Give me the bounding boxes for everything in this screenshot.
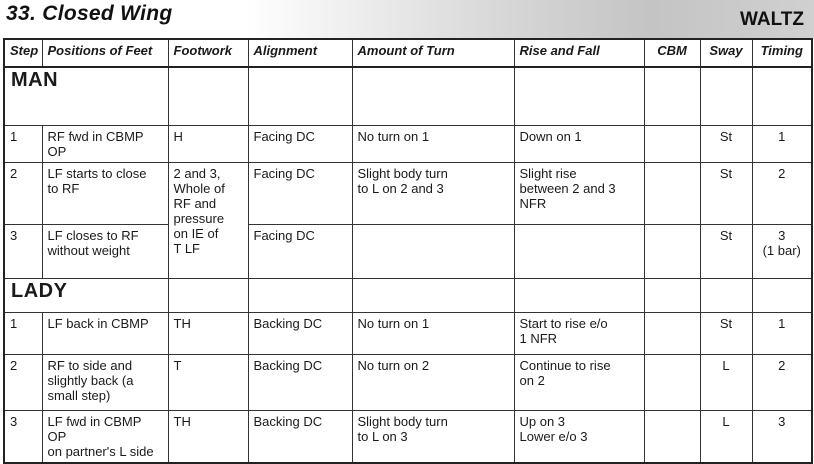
col-header-sway: Sway: [700, 39, 752, 67]
cell-timing: 3: [752, 410, 812, 463]
cell-rise: Continue to rise on 2: [514, 354, 644, 410]
lady-section-label: LADY: [4, 278, 168, 312]
col-header-timing: Timing: [752, 39, 812, 67]
table-row: [4, 162, 812, 224]
cell-turn: No turn on 1: [352, 312, 514, 354]
empty-cell: [644, 67, 700, 125]
cell-timing: 2: [752, 354, 812, 410]
cell-alignment: Backing DC: [248, 312, 352, 354]
empty-cell: [168, 278, 248, 312]
cell-timing: 2: [752, 162, 812, 224]
table-row: [4, 410, 812, 463]
empty-cell: [248, 278, 352, 312]
empty-cell: [514, 67, 644, 125]
cell-cbm: [644, 354, 700, 410]
cell-rise: [514, 224, 644, 278]
cell-feet: LF closes to RF without weight: [42, 224, 168, 278]
cell-footwork: TH: [168, 410, 248, 463]
cell-step: 3: [4, 224, 42, 278]
empty-cell: [700, 67, 752, 125]
cell-alignment: Facing DC: [248, 162, 352, 224]
empty-cell: [514, 278, 644, 312]
table-row: [4, 354, 812, 410]
cell-turn: [352, 224, 514, 278]
cell-alignment: Facing DC: [248, 224, 352, 278]
empty-cell: [752, 278, 812, 312]
cell-step: 3: [4, 410, 42, 463]
cell-step: 1: [4, 312, 42, 354]
cell-footwork: TH: [168, 312, 248, 354]
empty-cell: [352, 67, 514, 125]
man-section-label: MAN: [4, 67, 168, 125]
lady-section-row: [4, 278, 812, 312]
cell-footwork: H: [168, 125, 248, 162]
table-row: [4, 312, 812, 354]
cell-sway: St: [700, 125, 752, 162]
col-header-step: Step: [4, 39, 42, 67]
cell-sway: St: [700, 312, 752, 354]
cell-feet: RF fwd in CBMP OP: [42, 125, 168, 162]
cell-feet: LF back in CBMP: [42, 312, 168, 354]
col-header-alignment: Alignment: [248, 39, 352, 67]
col-header-footwork: Footwork: [168, 39, 248, 67]
col-header-turn: Amount of Turn: [352, 39, 514, 67]
empty-cell: [700, 278, 752, 312]
cell-step: 1: [4, 125, 42, 162]
cell-cbm: [644, 312, 700, 354]
cell-feet: LF starts to close to RF: [42, 162, 168, 224]
cell-footwork: T: [168, 354, 248, 410]
cell-turn: Slight body turn to L on 2 and 3: [352, 162, 514, 224]
empty-cell: [168, 67, 248, 125]
cell-alignment: Facing DC: [248, 125, 352, 162]
empty-cell: [752, 67, 812, 125]
figure-title: 33. Closed Wing: [6, 2, 173, 25]
table-row: [4, 125, 812, 162]
dance-name: WALTZ: [739, 9, 804, 30]
cell-turn: No turn on 1: [352, 125, 514, 162]
cell-alignment: Backing DC: [248, 410, 352, 463]
cell-cbm: [644, 410, 700, 463]
header-row: [4, 39, 812, 67]
col-header-feet: Positions of Feet: [42, 39, 168, 67]
cell-sway: L: [700, 354, 752, 410]
cell-alignment: Backing DC: [248, 354, 352, 410]
figure-chart-table: [3, 38, 813, 464]
cell-rise: Start to rise e/o 1 NFR: [514, 312, 644, 354]
cell-sway: St: [700, 162, 752, 224]
man-section-row: [4, 67, 812, 125]
cell-turn: Slight body turn to L on 3: [352, 410, 514, 463]
cell-timing: 1: [752, 125, 812, 162]
col-header-cbm: CBM: [644, 39, 700, 67]
empty-cell: [644, 278, 700, 312]
table-row: [4, 224, 812, 278]
cell-timing: 3 (1 bar): [752, 224, 812, 278]
empty-cell: [248, 67, 352, 125]
cell-timing: 1: [752, 312, 812, 354]
cell-cbm: [644, 162, 700, 224]
cell-turn: No turn on 2: [352, 354, 514, 410]
cell-feet: RF to side and slightly back (a small step): [42, 354, 168, 410]
cell-step: 2: [4, 354, 42, 410]
col-header-rise: Rise and Fall: [514, 39, 644, 67]
cell-cbm: [644, 125, 700, 162]
cell-feet: LF fwd in CBMP OP on partner's L side: [42, 410, 168, 463]
cell-step: 2: [4, 162, 42, 224]
cell-sway: L: [700, 410, 752, 463]
cell-cbm: [644, 224, 700, 278]
cell-rise: Slight rise between 2 and 3 NFR: [514, 162, 644, 224]
cell-rise: Up on 3 Lower e/o 3: [514, 410, 644, 463]
cell-rise: Down on 1: [514, 125, 644, 162]
cell-footwork-merged: 2 and 3, Whole of RF and pressure on IE of T LF: [168, 162, 248, 278]
cell-sway: St: [700, 224, 752, 278]
empty-cell: [352, 278, 514, 312]
